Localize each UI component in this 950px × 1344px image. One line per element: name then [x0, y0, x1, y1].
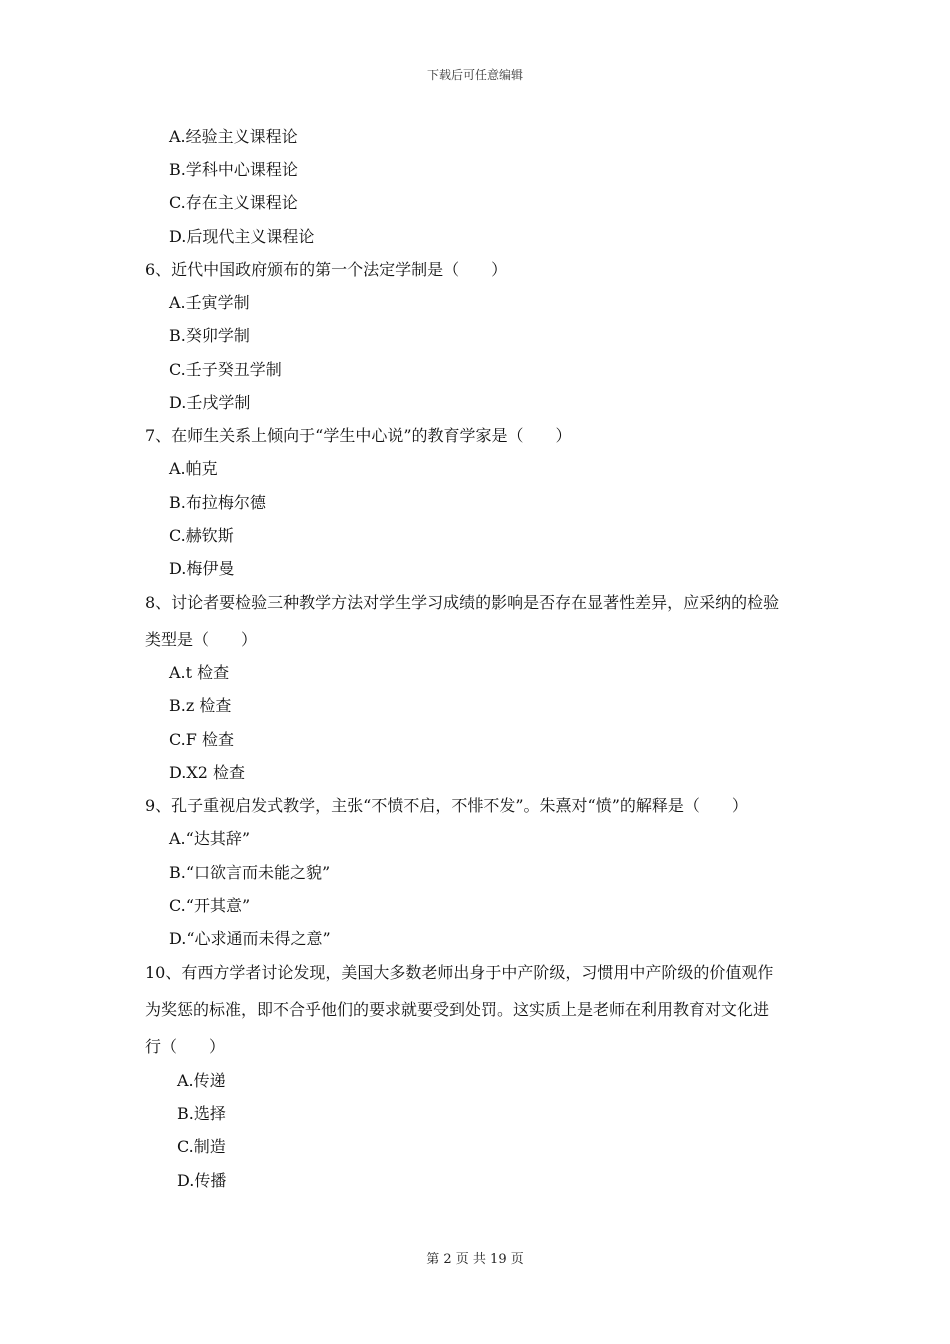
q8-option-b: B.z 检查	[169, 696, 232, 715]
q9-option-d: D.“心求通而未得之意”	[169, 929, 331, 948]
q10-stem-line-2: 为奖惩的标准，即不合乎他们的要求就要受到处罚。这实质上是老师在利用教育对文化进	[145, 1000, 770, 1019]
q7-option-d: D.梅伊曼	[169, 559, 235, 578]
q9-option-a: A.“达其辞”	[169, 829, 251, 848]
q7-option-b: B.布拉梅尔德	[169, 493, 266, 512]
q10-option-b: B.选择	[177, 1104, 226, 1123]
q7-stem: 7、在师生关系上倾向于“学生中心说”的教育学家是（ ）	[145, 426, 572, 445]
q8-stem-line-2: 类型是（ ）	[145, 630, 258, 649]
page-header: 下载后可任意编辑	[426, 68, 523, 82]
q10-stem-line-1: 10、有西方学者讨论发现，美国大多数老师出身于中产阶级，习惯用中产阶级的价值观作	[145, 963, 774, 982]
q6-option-b: B.癸卯学制	[169, 326, 250, 345]
q10-option-a: A.传递	[177, 1071, 226, 1090]
q8-option-a: A.t 检查	[169, 663, 230, 682]
q10-option-c: C.制造	[177, 1137, 226, 1156]
q6-option-a: A.壬寅学制	[169, 293, 250, 312]
q7-option-c: C.赫钦斯	[169, 526, 234, 545]
q9-stem: 9、孔子重视启发式教学，主张“不愤不启，不悱不发”。朱熹对“愤”的解释是（ ）	[145, 796, 748, 815]
q7-option-a: A.帕克	[169, 459, 218, 478]
q5-option-b: B.学科中心课程论	[169, 160, 298, 179]
q6-option-d: D.壬戌学制	[169, 393, 251, 412]
q8-option-c: C.F 检查	[169, 730, 234, 749]
q5-option-d: D.后现代主义课程论	[169, 227, 315, 246]
q9-option-c: C.“开其意”	[169, 896, 251, 915]
page-footer: 第 2 页 共 19 页	[426, 1252, 524, 1267]
q5-option-a: A.经验主义课程论	[169, 127, 298, 146]
q8-stem-line-1: 8、讨论者要检验三种教学方法对学生学习成绩的影响是否存在显著性差异，应采纳的检验	[145, 593, 780, 612]
q5-option-c: C.存在主义课程论	[169, 193, 298, 212]
q6-option-c: C.壬子癸丑学制	[169, 360, 282, 379]
q10-stem-line-3: 行（ ）	[145, 1037, 226, 1056]
q8-option-d: D.X2 检查	[169, 763, 246, 782]
q9-option-b: B.“口欲言而未能之貌”	[169, 863, 331, 882]
q10-option-d: D.传播	[177, 1171, 227, 1190]
q6-stem: 6、近代中国政府颁布的第一个法定学制是（ ）	[145, 260, 508, 279]
